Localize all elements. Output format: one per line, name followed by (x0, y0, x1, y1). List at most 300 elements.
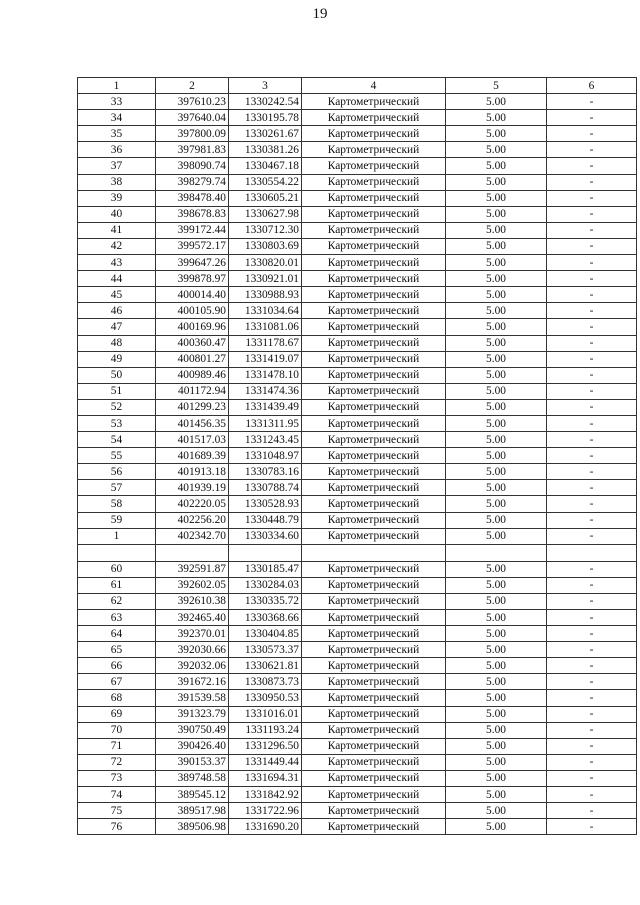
point-number-cell: 50 (78, 367, 156, 383)
accuracy-cell: 5.00 (446, 238, 547, 254)
x-coordinate-cell: 401517.03 (156, 432, 229, 448)
note-cell: - (547, 819, 637, 835)
note-cell: - (547, 690, 637, 706)
table-row (78, 738, 637, 754)
y-coordinate-cell: 1330803.69 (229, 238, 302, 254)
note-cell: - (547, 464, 637, 480)
y-coordinate-cell: 1331694.31 (229, 770, 302, 786)
x-coordinate-cell: 390426.40 (156, 738, 229, 754)
y-coordinate-cell: 1330448.79 (229, 512, 302, 528)
y-coordinate-cell: 1330404.85 (229, 626, 302, 642)
point-number-cell: 41 (78, 222, 156, 238)
note-cell: - (547, 142, 637, 158)
y-coordinate-cell: 1330820.01 (229, 255, 302, 271)
note-cell: - (547, 448, 637, 464)
y-coordinate-cell: 1331449.44 (229, 754, 302, 770)
y-coordinate-cell: 1330381.26 (229, 142, 302, 158)
table-row (78, 593, 637, 609)
x-coordinate-cell: 392370.01 (156, 626, 229, 642)
table-row (78, 787, 637, 803)
note-cell: - (547, 271, 637, 287)
table-row (78, 142, 637, 158)
note-cell: - (547, 658, 637, 674)
x-coordinate-cell: 400105.90 (156, 303, 229, 319)
accuracy-cell: 5.00 (446, 610, 547, 626)
note-cell: - (547, 206, 637, 222)
y-coordinate-cell: 1331243.45 (229, 432, 302, 448)
y-coordinate-cell: 1330788.74 (229, 480, 302, 496)
method-cell: Картометрический (302, 399, 446, 415)
method-cell: Картометрический (302, 610, 446, 626)
note-cell: - (547, 399, 637, 415)
point-number-cell: 33 (78, 94, 156, 110)
x-coordinate-cell: 398279.74 (156, 174, 229, 190)
point-number-cell: 51 (78, 383, 156, 399)
method-cell: Картометрический (302, 787, 446, 803)
table-row (78, 642, 637, 658)
note-cell: - (547, 803, 637, 819)
column-header: 5 (446, 78, 547, 94)
y-coordinate-cell: 1331193.24 (229, 722, 302, 738)
accuracy-cell: 5.00 (446, 367, 547, 383)
accuracy-cell: 5.00 (446, 319, 547, 335)
x-coordinate-cell: 391672.16 (156, 674, 229, 690)
x-coordinate-cell: 400360.47 (156, 335, 229, 351)
note-cell: - (547, 238, 637, 254)
column-header: 4 (302, 78, 446, 94)
table-row (78, 512, 637, 528)
method-cell: Картометрический (302, 287, 446, 303)
note-cell: - (547, 528, 637, 544)
table-row (78, 94, 637, 110)
note-cell: - (547, 432, 637, 448)
x-coordinate-cell: 392591.87 (156, 561, 229, 577)
y-coordinate-cell: 1330242.54 (229, 94, 302, 110)
x-coordinate-cell: 389545.12 (156, 787, 229, 803)
y-coordinate-cell: 1331474.36 (229, 383, 302, 399)
y-coordinate-cell: 1331296.50 (229, 738, 302, 754)
accuracy-cell: 5.00 (446, 110, 547, 126)
table-row (78, 383, 637, 399)
table-row (78, 690, 637, 706)
y-coordinate-cell: 1330334.60 (229, 528, 302, 544)
note-cell: - (547, 593, 637, 609)
accuracy-cell: 5.00 (446, 255, 547, 271)
x-coordinate-cell: 400169.96 (156, 319, 229, 335)
point-number-cell: 40 (78, 206, 156, 222)
x-coordinate-cell: 389748.58 (156, 770, 229, 786)
method-cell: Картометрический (302, 271, 446, 287)
method-cell: Картометрический (302, 496, 446, 512)
table-row (78, 271, 637, 287)
x-coordinate-cell: 399572.17 (156, 238, 229, 254)
table-row (78, 674, 637, 690)
point-number-cell: 63 (78, 610, 156, 626)
note-cell: - (547, 626, 637, 642)
point-number-cell: 44 (78, 271, 156, 287)
accuracy-cell: 5.00 (446, 287, 547, 303)
method-cell: Картометрический (302, 158, 446, 174)
accuracy-cell: 5.00 (446, 448, 547, 464)
accuracy-cell: 5.00 (446, 690, 547, 706)
accuracy-cell: 5.00 (446, 94, 547, 110)
table-row (78, 706, 637, 722)
y-coordinate-cell: 1330554.22 (229, 174, 302, 190)
table-row (78, 190, 637, 206)
table-row (78, 819, 637, 835)
x-coordinate-cell: 391323.79 (156, 706, 229, 722)
point-number-cell: 53 (78, 415, 156, 431)
y-coordinate-cell: 1330185.47 (229, 561, 302, 577)
method-cell: Картометрический (302, 110, 446, 126)
y-coordinate-cell: 1331034.64 (229, 303, 302, 319)
method-cell: Картометрический (302, 561, 446, 577)
table-row (78, 222, 637, 238)
accuracy-cell: 5.00 (446, 351, 547, 367)
x-coordinate-cell: 402220.05 (156, 496, 229, 512)
x-coordinate-cell: 398678.83 (156, 206, 229, 222)
x-coordinate-cell: 392032.06 (156, 658, 229, 674)
note-cell: - (547, 303, 637, 319)
note-cell: - (547, 110, 637, 126)
x-coordinate-cell: 390750.49 (156, 722, 229, 738)
point-number-cell: 37 (78, 158, 156, 174)
table-row (78, 158, 637, 174)
accuracy-cell: 5.00 (446, 787, 547, 803)
column-header: 1 (78, 78, 156, 94)
point-number-cell: 47 (78, 319, 156, 335)
accuracy-cell: 5.00 (446, 464, 547, 480)
x-coordinate-cell: 400989.46 (156, 367, 229, 383)
point-number-cell: 67 (78, 674, 156, 690)
table-row (78, 206, 637, 222)
method-cell: Картометрический (302, 626, 446, 642)
point-number-cell: 35 (78, 126, 156, 142)
table-row (78, 287, 637, 303)
method-cell: Картометрический (302, 803, 446, 819)
table-row (78, 610, 637, 626)
note-cell: - (547, 190, 637, 206)
point-number-cell: 38 (78, 174, 156, 190)
point-number-cell: 69 (78, 706, 156, 722)
method-cell: Картометрический (302, 335, 446, 351)
table-header-row (78, 78, 637, 94)
x-coordinate-cell: 398090.74 (156, 158, 229, 174)
accuracy-cell: 5.00 (446, 577, 547, 593)
x-coordinate-cell: 390153.37 (156, 754, 229, 770)
y-coordinate-cell: 1330621.81 (229, 658, 302, 674)
y-coordinate-cell: 1330335.72 (229, 593, 302, 609)
accuracy-cell: 5.00 (446, 415, 547, 431)
method-cell: Картометрический (302, 238, 446, 254)
point-number-cell: 68 (78, 690, 156, 706)
y-coordinate-cell: 1330783.16 (229, 464, 302, 480)
x-coordinate-cell: 401456.35 (156, 415, 229, 431)
method-cell: Картометрический (302, 706, 446, 722)
accuracy-cell: 5.00 (446, 593, 547, 609)
method-cell: Картометрический (302, 222, 446, 238)
table-row (78, 626, 637, 642)
point-number-cell: 39 (78, 190, 156, 206)
method-cell: Картометрический (302, 528, 446, 544)
point-number-cell: 57 (78, 480, 156, 496)
x-coordinate-cell: 401299.23 (156, 399, 229, 415)
point-number-cell: 61 (78, 577, 156, 593)
table-body (78, 94, 637, 835)
method-cell: Картометрический (302, 319, 446, 335)
table-row (78, 577, 637, 593)
method-cell: Картометрический (302, 206, 446, 222)
y-coordinate-cell: 1331478.10 (229, 367, 302, 383)
y-coordinate-cell: 1330368.66 (229, 610, 302, 626)
y-coordinate-cell: 1331439.49 (229, 399, 302, 415)
note-cell: - (547, 255, 637, 271)
accuracy-cell: 5.00 (446, 512, 547, 528)
accuracy-cell: 5.00 (446, 480, 547, 496)
table-row (78, 399, 637, 415)
accuracy-cell: 5.00 (446, 528, 547, 544)
method-cell: Картометрический (302, 142, 446, 158)
table-row (78, 561, 637, 577)
method-cell: Картометрический (302, 464, 446, 480)
table-row (78, 496, 637, 512)
table-row (78, 238, 637, 254)
table-row (78, 722, 637, 738)
y-coordinate-cell: 1330712.30 (229, 222, 302, 238)
y-coordinate-cell: 1331048.97 (229, 448, 302, 464)
x-coordinate-cell: 397800.09 (156, 126, 229, 142)
point-number-cell: 72 (78, 754, 156, 770)
accuracy-cell: 5.00 (446, 158, 547, 174)
method-cell: Картометрический (302, 480, 446, 496)
x-coordinate-cell: 401689.39 (156, 448, 229, 464)
x-coordinate-cell: 402342.70 (156, 528, 229, 544)
y-coordinate-cell: 1330627.98 (229, 206, 302, 222)
x-coordinate-cell (156, 544, 229, 561)
point-number-cell: 48 (78, 335, 156, 351)
x-coordinate-cell: 402256.20 (156, 512, 229, 528)
point-number-cell: 58 (78, 496, 156, 512)
point-number-cell: 60 (78, 561, 156, 577)
x-coordinate-cell: 397610.23 (156, 94, 229, 110)
note-cell (547, 544, 637, 561)
accuracy-cell: 5.00 (446, 770, 547, 786)
y-coordinate-cell: 1331081.06 (229, 319, 302, 335)
x-coordinate-cell: 397981.83 (156, 142, 229, 158)
note-cell: - (547, 787, 637, 803)
note-cell: - (547, 642, 637, 658)
note-cell: - (547, 754, 637, 770)
note-cell: - (547, 738, 637, 754)
y-coordinate-cell: 1330573.37 (229, 642, 302, 658)
table-row (78, 126, 637, 142)
table-row (78, 255, 637, 271)
note-cell: - (547, 496, 637, 512)
y-coordinate-cell: 1330467.18 (229, 158, 302, 174)
y-coordinate-cell: 1331419.07 (229, 351, 302, 367)
y-coordinate-cell: 1331016.01 (229, 706, 302, 722)
point-number-cell: 73 (78, 770, 156, 786)
x-coordinate-cell: 399878.97 (156, 271, 229, 287)
method-cell: Картометрический (302, 448, 446, 464)
y-coordinate-cell: 1330921.01 (229, 271, 302, 287)
method-cell: Картометрический (302, 303, 446, 319)
x-coordinate-cell: 389506.98 (156, 819, 229, 835)
point-number-cell: 42 (78, 238, 156, 254)
column-header: 3 (229, 78, 302, 94)
accuracy-cell: 5.00 (446, 754, 547, 770)
x-coordinate-cell: 401913.18 (156, 464, 229, 480)
note-cell: - (547, 770, 637, 786)
point-number-cell: 64 (78, 626, 156, 642)
method-cell: Картометрический (302, 819, 446, 835)
point-number-cell: 55 (78, 448, 156, 464)
table-row (78, 754, 637, 770)
method-cell: Картометрический (302, 674, 446, 690)
note-cell: - (547, 174, 637, 190)
point-number-cell: 45 (78, 287, 156, 303)
note-cell: - (547, 561, 637, 577)
column-header: 6 (547, 78, 637, 94)
method-cell: Картометрический (302, 190, 446, 206)
x-coordinate-cell: 397640.04 (156, 110, 229, 126)
point-number-cell: 43 (78, 255, 156, 271)
page-number: 19 (312, 6, 328, 22)
accuracy-cell: 5.00 (446, 738, 547, 754)
y-coordinate-cell: 1330950.53 (229, 690, 302, 706)
accuracy-cell: 5.00 (446, 335, 547, 351)
note-cell: - (547, 126, 637, 142)
accuracy-cell: 5.00 (446, 142, 547, 158)
accuracy-cell: 5.00 (446, 206, 547, 222)
method-cell: Картометрический (302, 722, 446, 738)
note-cell: - (547, 351, 637, 367)
y-coordinate-cell: 1330528.93 (229, 496, 302, 512)
table-row (78, 415, 637, 431)
note-cell: - (547, 222, 637, 238)
accuracy-cell: 5.00 (446, 819, 547, 835)
method-cell: Картометрический (302, 770, 446, 786)
method-cell: Картометрический (302, 658, 446, 674)
accuracy-cell: 5.00 (446, 803, 547, 819)
table-row (78, 432, 637, 448)
note-cell: - (547, 415, 637, 431)
x-coordinate-cell: 392030.66 (156, 642, 229, 658)
table-row (78, 303, 637, 319)
y-coordinate-cell: 1330605.21 (229, 190, 302, 206)
column-header: 2 (156, 78, 229, 94)
point-number-cell: 1 (78, 528, 156, 544)
note-cell: - (547, 94, 637, 110)
note-cell: - (547, 319, 637, 335)
note-cell: - (547, 674, 637, 690)
method-cell: Картометрический (302, 642, 446, 658)
accuracy-cell: 5.00 (446, 561, 547, 577)
y-coordinate-cell: 1331722.96 (229, 803, 302, 819)
point-number-cell: 76 (78, 819, 156, 835)
point-number-cell: 75 (78, 803, 156, 819)
x-coordinate-cell: 391539.58 (156, 690, 229, 706)
y-coordinate-cell: 1331311.95 (229, 415, 302, 431)
point-number-cell: 49 (78, 351, 156, 367)
table-row (78, 658, 637, 674)
accuracy-cell: 5.00 (446, 174, 547, 190)
method-cell: Картометрический (302, 593, 446, 609)
method-cell: Картометрический (302, 351, 446, 367)
table-row (78, 803, 637, 819)
accuracy-cell: 5.00 (446, 126, 547, 142)
method-cell: Картометрический (302, 94, 446, 110)
note-cell: - (547, 335, 637, 351)
x-coordinate-cell: 389517.98 (156, 803, 229, 819)
note-cell: - (547, 722, 637, 738)
table-row (78, 367, 637, 383)
accuracy-cell: 5.00 (446, 432, 547, 448)
point-number-cell: 56 (78, 464, 156, 480)
table-row (78, 110, 637, 126)
x-coordinate-cell: 398478.40 (156, 190, 229, 206)
method-cell: Картометрический (302, 174, 446, 190)
y-coordinate-cell: 1330873.73 (229, 674, 302, 690)
x-coordinate-cell: 392602.05 (156, 577, 229, 593)
y-coordinate-cell: 1330284.03 (229, 577, 302, 593)
point-number-cell: 74 (78, 787, 156, 803)
x-coordinate-cell: 399172.44 (156, 222, 229, 238)
table-row (78, 335, 637, 351)
accuracy-cell: 5.00 (446, 399, 547, 415)
point-number-cell: 34 (78, 110, 156, 126)
accuracy-cell: 5.00 (446, 303, 547, 319)
accuracy-cell: 5.00 (446, 626, 547, 642)
note-cell: - (547, 610, 637, 626)
point-number-cell: 70 (78, 722, 156, 738)
note-cell: - (547, 706, 637, 722)
table-row (78, 544, 637, 561)
note-cell: - (547, 287, 637, 303)
x-coordinate-cell: 400801.27 (156, 351, 229, 367)
table-row (78, 464, 637, 480)
method-cell: Картометрический (302, 255, 446, 271)
method-cell: Картометрический (302, 512, 446, 528)
accuracy-cell: 5.00 (446, 383, 547, 399)
accuracy-cell (446, 544, 547, 561)
method-cell: Картометрический (302, 690, 446, 706)
note-cell: - (547, 577, 637, 593)
method-cell: Картометрический (302, 738, 446, 754)
method-cell: Картометрический (302, 367, 446, 383)
point-number-cell: 66 (78, 658, 156, 674)
accuracy-cell: 5.00 (446, 496, 547, 512)
accuracy-cell: 5.00 (446, 190, 547, 206)
accuracy-cell: 5.00 (446, 271, 547, 287)
accuracy-cell: 5.00 (446, 674, 547, 690)
note-cell: - (547, 367, 637, 383)
x-coordinate-cell: 399647.26 (156, 255, 229, 271)
coordinates-table (77, 77, 637, 835)
point-number-cell: 62 (78, 593, 156, 609)
method-cell (302, 544, 446, 561)
y-coordinate-cell: 1331178.67 (229, 335, 302, 351)
method-cell: Картометрический (302, 383, 446, 399)
y-coordinate-cell: 1331842.92 (229, 787, 302, 803)
method-cell: Картометрический (302, 126, 446, 142)
x-coordinate-cell: 400014.40 (156, 287, 229, 303)
method-cell: Картометрический (302, 432, 446, 448)
table-row (78, 480, 637, 496)
note-cell: - (547, 158, 637, 174)
y-coordinate-cell (229, 544, 302, 561)
accuracy-cell: 5.00 (446, 722, 547, 738)
